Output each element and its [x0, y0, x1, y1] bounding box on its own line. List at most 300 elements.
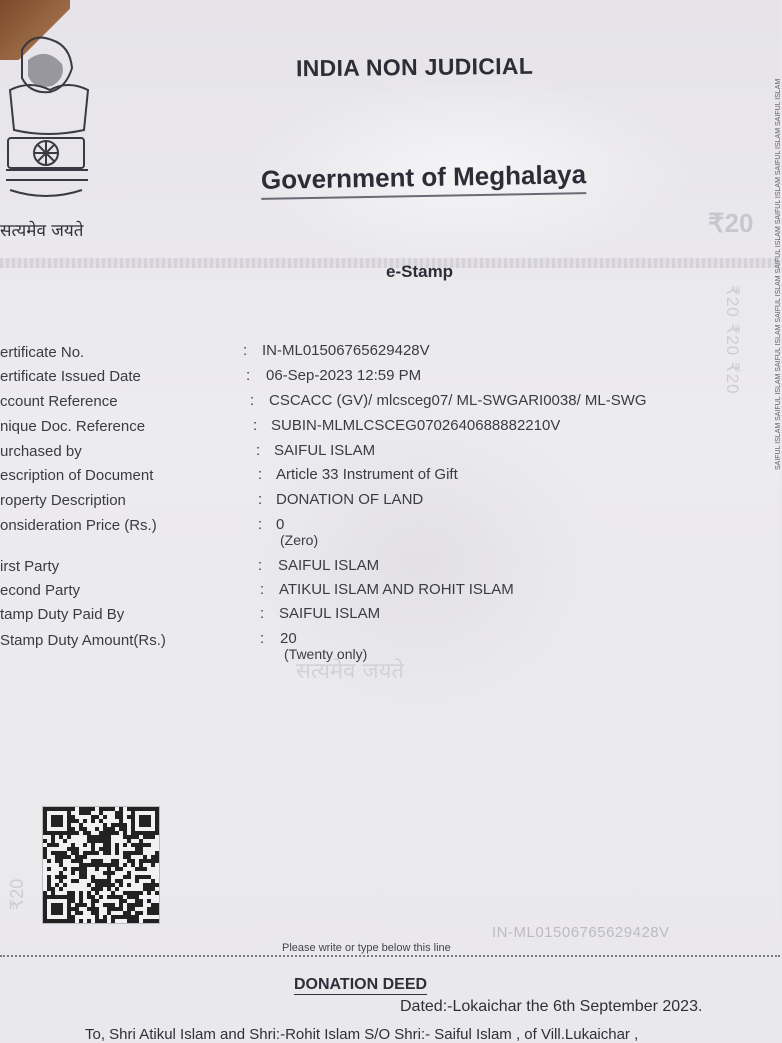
qr-module [139, 843, 143, 847]
qr-module [107, 875, 111, 879]
qr-module [103, 915, 107, 919]
field-label: econd Party [0, 582, 81, 599]
qr-module [107, 887, 111, 891]
qr-module [95, 919, 99, 923]
qr-module [155, 891, 159, 895]
qr-module [115, 907, 119, 911]
qr-module [111, 903, 115, 907]
qr-module [143, 883, 147, 887]
qr-module [71, 843, 75, 847]
qr-module [83, 863, 87, 867]
qr-module [123, 863, 127, 867]
qr-module [119, 903, 123, 907]
qr-module [135, 915, 139, 919]
qr-module [95, 827, 99, 831]
qr-module [111, 907, 115, 911]
qr-module [139, 859, 143, 863]
qr-module [151, 903, 155, 907]
qr-module [127, 915, 131, 919]
qr-module [47, 875, 51, 879]
field-separator: : [258, 491, 263, 508]
qr-finder-center [51, 903, 63, 915]
qr-module [91, 815, 95, 819]
qr-module [47, 879, 51, 883]
field-label: nique Doc. Reference [0, 418, 146, 435]
qr-module [95, 867, 99, 871]
qr-module [135, 843, 139, 847]
field-separator: : [258, 516, 263, 533]
qr-module [143, 875, 147, 879]
qr-module [139, 903, 143, 907]
qr-module [75, 879, 79, 883]
qr-module [95, 851, 99, 855]
emblem-motto: सत्यमेव जयते [0, 221, 84, 241]
qr-module [79, 903, 83, 907]
qr-module [75, 831, 79, 835]
qr-module [131, 863, 135, 867]
qr-module [95, 863, 99, 867]
qr-module [147, 891, 151, 895]
qr-module [111, 807, 115, 811]
qr-module [99, 831, 103, 835]
qr-module [79, 919, 83, 923]
qr-module [87, 907, 91, 911]
qr-module [55, 859, 59, 863]
qr-module [155, 911, 159, 915]
qr-module [115, 823, 119, 827]
qr-module [83, 903, 87, 907]
qr-module [75, 911, 79, 915]
qr-module [155, 855, 159, 859]
qr-module [119, 915, 123, 919]
qr-module [87, 831, 91, 835]
qr-module [83, 827, 87, 831]
qr-module [83, 871, 87, 875]
qr-module [131, 843, 135, 847]
qr-module [59, 835, 63, 839]
qr-module [99, 919, 103, 923]
field-separator: : [246, 367, 251, 384]
qr-module [139, 891, 143, 895]
qr-module [79, 855, 83, 859]
qr-module [83, 843, 87, 847]
field-separator: : [260, 630, 265, 647]
qr-module [151, 887, 155, 891]
qr-module [123, 843, 127, 847]
qr-module [83, 811, 87, 815]
qr-module [115, 851, 119, 855]
qr-module [127, 855, 131, 859]
qr-module [131, 851, 135, 855]
qr-module [139, 899, 143, 903]
qr-module [127, 859, 131, 863]
qr-module [119, 819, 123, 823]
qr-module [127, 903, 131, 907]
qr-module [43, 855, 47, 859]
qr-module [91, 887, 95, 891]
qr-module [103, 871, 107, 875]
qr-module [103, 843, 107, 847]
qr-module [147, 887, 151, 891]
qr-module [87, 883, 91, 887]
qr-module [127, 919, 131, 923]
qr-module [131, 903, 135, 907]
qr-module [147, 859, 151, 863]
qr-module [155, 919, 159, 923]
qr-module [119, 867, 123, 871]
qr-module [55, 855, 59, 859]
qr-module [87, 891, 91, 895]
qr-module [151, 855, 155, 859]
qr-module [59, 871, 63, 875]
qr-module [99, 847, 103, 851]
qr-module [151, 879, 155, 883]
qr-module [115, 843, 119, 847]
qr-module [59, 855, 63, 859]
qr-module [71, 919, 75, 923]
qr-module [107, 907, 111, 911]
field-separator: : [256, 442, 261, 459]
dotted-guide-line [0, 955, 780, 957]
qr-module [91, 879, 95, 883]
deed-title: DONATION DEED [294, 976, 428, 993]
qr-module [63, 867, 67, 871]
bottom-certificate-number: IN-ML01506765629428V [492, 924, 670, 941]
qr-module [107, 839, 111, 843]
field-subvalue: (Twenty only) [284, 646, 368, 662]
field-label: ertificate Issued Date [0, 368, 141, 385]
qr-module [131, 919, 135, 923]
qr-module [107, 867, 111, 871]
qr-module [91, 859, 95, 863]
qr-module [75, 859, 79, 863]
qr-module [71, 815, 75, 819]
qr-finder-center [51, 815, 63, 827]
qr-module [71, 807, 75, 811]
qr-module [71, 907, 75, 911]
qr-module [123, 899, 127, 903]
qr-module [79, 823, 83, 827]
qr-module [71, 899, 75, 903]
qr-module [99, 807, 103, 811]
qr-module [83, 867, 87, 871]
qr-module [91, 851, 95, 855]
qr-module [75, 847, 79, 851]
deed-party-line: To, Shri Atikul Islam and Shri:-Rohit Islam S/O Shri:- Saiful Islam , of Vill.Lukaichar , [85, 1026, 639, 1043]
field-label: Stamp Duty Amount(Rs.) [0, 632, 166, 649]
qr-module [91, 835, 95, 839]
qr-module [127, 807, 131, 811]
qr-module [119, 815, 123, 819]
national-emblem-icon [2, 30, 92, 220]
qr-module [87, 835, 91, 839]
qr-module [119, 899, 123, 903]
field-subvalue: (Zero) [280, 532, 319, 548]
qr-module [139, 851, 143, 855]
qr-module [75, 819, 79, 823]
qr-module [79, 895, 83, 899]
qr-module [43, 851, 47, 855]
estamp-label: e-Stamp [386, 262, 454, 281]
qr-module [111, 871, 115, 875]
qr-module [107, 895, 111, 899]
qr-module [155, 907, 159, 911]
qr-module [147, 843, 151, 847]
qr-module [99, 811, 103, 815]
field-label: irst Party [0, 558, 60, 575]
deed-date: Dated:-Lokaichar the 6th September 2023. [400, 998, 703, 1015]
qr-module [119, 907, 123, 911]
qr-module [127, 851, 131, 855]
qr-module [135, 851, 139, 855]
field-value: SAIFUL ISLAM [279, 605, 381, 622]
qr-module [143, 867, 147, 871]
qr-value-mark: ₹20 [7, 878, 28, 911]
qr-module [127, 815, 131, 819]
field-value: DONATION OF LAND [276, 491, 424, 508]
qr-module [123, 835, 127, 839]
qr-module [119, 879, 123, 883]
qr-module [107, 835, 111, 839]
qr-module [115, 867, 119, 871]
qr-module [67, 891, 71, 895]
qr-module [111, 915, 115, 919]
field-separator: : [253, 417, 258, 434]
qr-module [111, 883, 115, 887]
qr-module [103, 851, 107, 855]
qr-module [87, 895, 91, 899]
qr-module [79, 827, 83, 831]
qr-module [59, 851, 63, 855]
qr-module [79, 871, 83, 875]
qr-module [139, 839, 143, 843]
qr-module [71, 891, 75, 895]
qr-module [123, 827, 127, 831]
qr-module [99, 879, 103, 883]
qr-module [155, 851, 159, 855]
qr-module [107, 911, 111, 915]
qr-module [151, 859, 155, 863]
qr-module [127, 875, 131, 879]
qr-module [103, 863, 107, 867]
qr-module [103, 815, 107, 819]
value-watermark: ₹20 [708, 208, 754, 238]
field-separator: : [258, 466, 263, 483]
qr-module [147, 835, 151, 839]
qr-module [119, 823, 123, 827]
qr-module [99, 859, 103, 863]
qr-module [87, 919, 91, 923]
qr-module [107, 831, 111, 835]
qr-module [127, 835, 131, 839]
qr-module [79, 899, 83, 903]
qr-module [135, 847, 139, 851]
qr-module [147, 883, 151, 887]
qr-module [91, 839, 95, 843]
qr-module [107, 847, 111, 851]
qr-module [71, 831, 75, 835]
qr-module [111, 863, 115, 867]
qr-module [115, 879, 119, 883]
qr-module [103, 835, 107, 839]
qr-module [115, 895, 119, 899]
qr-module [139, 911, 143, 915]
qr-module [123, 911, 127, 915]
qr-module [147, 919, 151, 923]
stamp-title: INDIA NON JUDICIAL [295, 52, 534, 82]
qr-module [107, 843, 111, 847]
qr-module [131, 895, 135, 899]
qr-module [103, 839, 107, 843]
qr-module [119, 883, 123, 887]
qr-module [143, 859, 147, 863]
qr-module [135, 903, 139, 907]
qr-module [75, 851, 79, 855]
qr-module [75, 855, 79, 859]
qr-module [63, 875, 67, 879]
qr-module [143, 887, 147, 891]
field-label: onsideration Price (Rs.) [0, 517, 157, 534]
qr-module [67, 847, 71, 851]
qr-module [131, 915, 135, 919]
qr-module [139, 867, 143, 871]
qr-module [71, 871, 75, 875]
qr-module [127, 871, 131, 875]
qr-module [95, 859, 99, 863]
qr-module [139, 875, 143, 879]
qr-module [139, 847, 143, 851]
qr-module [151, 835, 155, 839]
qr-module [71, 851, 75, 855]
qr-code-icon [42, 806, 160, 924]
qr-module [99, 839, 103, 843]
field-value: SAIFUL ISLAM [278, 557, 380, 574]
qr-module [127, 907, 131, 911]
qr-module [151, 863, 155, 867]
qr-module [95, 911, 99, 915]
qr-module [99, 883, 103, 887]
field-value: Article 33 Instrument of Gift [276, 466, 458, 483]
qr-module [83, 855, 87, 859]
field-label: escription of Document [0, 467, 154, 484]
qr-module [155, 883, 159, 887]
field-value: SUBIN-MLMLCSCEG0702640688882210V [271, 417, 561, 434]
qr-module [79, 867, 83, 871]
qr-module [123, 915, 127, 919]
field-separator: : [258, 557, 263, 574]
qr-module [79, 911, 83, 915]
qr-module [51, 835, 55, 839]
qr-module [111, 827, 115, 831]
qr-module [55, 883, 59, 887]
qr-module [115, 811, 119, 815]
qr-module [71, 819, 75, 823]
watermark-motto: सत्यमेव जयते [296, 659, 405, 684]
qr-module [51, 891, 55, 895]
qr-module [99, 835, 103, 839]
qr-module [91, 875, 95, 879]
qr-module [127, 839, 131, 843]
qr-module [135, 835, 139, 839]
qr-module [75, 903, 79, 907]
qr-module [155, 903, 159, 907]
qr-module [123, 875, 127, 879]
qr-module [123, 855, 127, 859]
qr-module [87, 863, 91, 867]
qr-module [63, 883, 67, 887]
qr-module [107, 879, 111, 883]
qr-module [91, 819, 95, 823]
qr-module [79, 863, 83, 867]
qr-module [91, 899, 95, 903]
qr-module [71, 867, 75, 871]
qr-module [63, 851, 67, 855]
field-value: ATIKUL ISLAM AND ROHIT ISLAM [279, 581, 514, 598]
qr-module [103, 847, 107, 851]
qr-module [79, 859, 83, 863]
field-separator: : [243, 342, 248, 359]
qr-module [43, 839, 47, 843]
state-name: Government of Meghalaya [261, 159, 587, 200]
qr-module [75, 867, 79, 871]
qr-module [131, 835, 135, 839]
qr-module [87, 839, 91, 843]
qr-module [115, 831, 119, 835]
qr-module [71, 879, 75, 883]
field-value: IN-ML01506765629428V [262, 342, 430, 359]
field-label: tamp Duty Paid By [0, 606, 125, 623]
qr-module [63, 855, 67, 859]
qr-module [143, 919, 147, 923]
qr-module [143, 855, 147, 859]
qr-module [83, 875, 87, 879]
qr-module [123, 851, 127, 855]
qr-module [71, 847, 75, 851]
field-value: CSCACC (GV)/ mlcsceg07/ ML-SWGARI0038/ ML-SWG [269, 392, 647, 409]
qr-module [107, 863, 111, 867]
qr-module [83, 851, 87, 855]
qr-module [87, 851, 91, 855]
qr-module [103, 903, 107, 907]
qr-module [135, 911, 139, 915]
qr-module [135, 879, 139, 883]
qr-module [91, 847, 95, 851]
qr-module [143, 835, 147, 839]
field-separator: : [260, 581, 265, 598]
qr-module [47, 887, 51, 891]
qr-module [95, 899, 99, 903]
qr-module [79, 875, 83, 879]
field-value: 06-Sep-2023 12:59 PM [266, 367, 422, 384]
qr-module [71, 895, 75, 899]
qr-module [107, 903, 111, 907]
qr-module [111, 859, 115, 863]
qr-module [43, 891, 47, 895]
qr-module [91, 807, 95, 811]
micro-print-text: SAIFUL ISLAM SAIFUL ISLAM SAIFUL ISLAM SAIFUL ISLAM SAIFUL ISLAM SAIFUL ISLAM SAIFUL ISLAM SAIFUL ISLAM [775, 78, 782, 470]
qr-module [135, 919, 139, 923]
qr-module [95, 887, 99, 891]
qr-module [79, 891, 83, 895]
qr-module [115, 815, 119, 819]
qr-module [75, 907, 79, 911]
qr-module [103, 883, 107, 887]
qr-module [103, 919, 107, 923]
qr-module [111, 831, 115, 835]
qr-module [107, 827, 111, 831]
qr-module [119, 811, 123, 815]
qr-module [103, 831, 107, 835]
